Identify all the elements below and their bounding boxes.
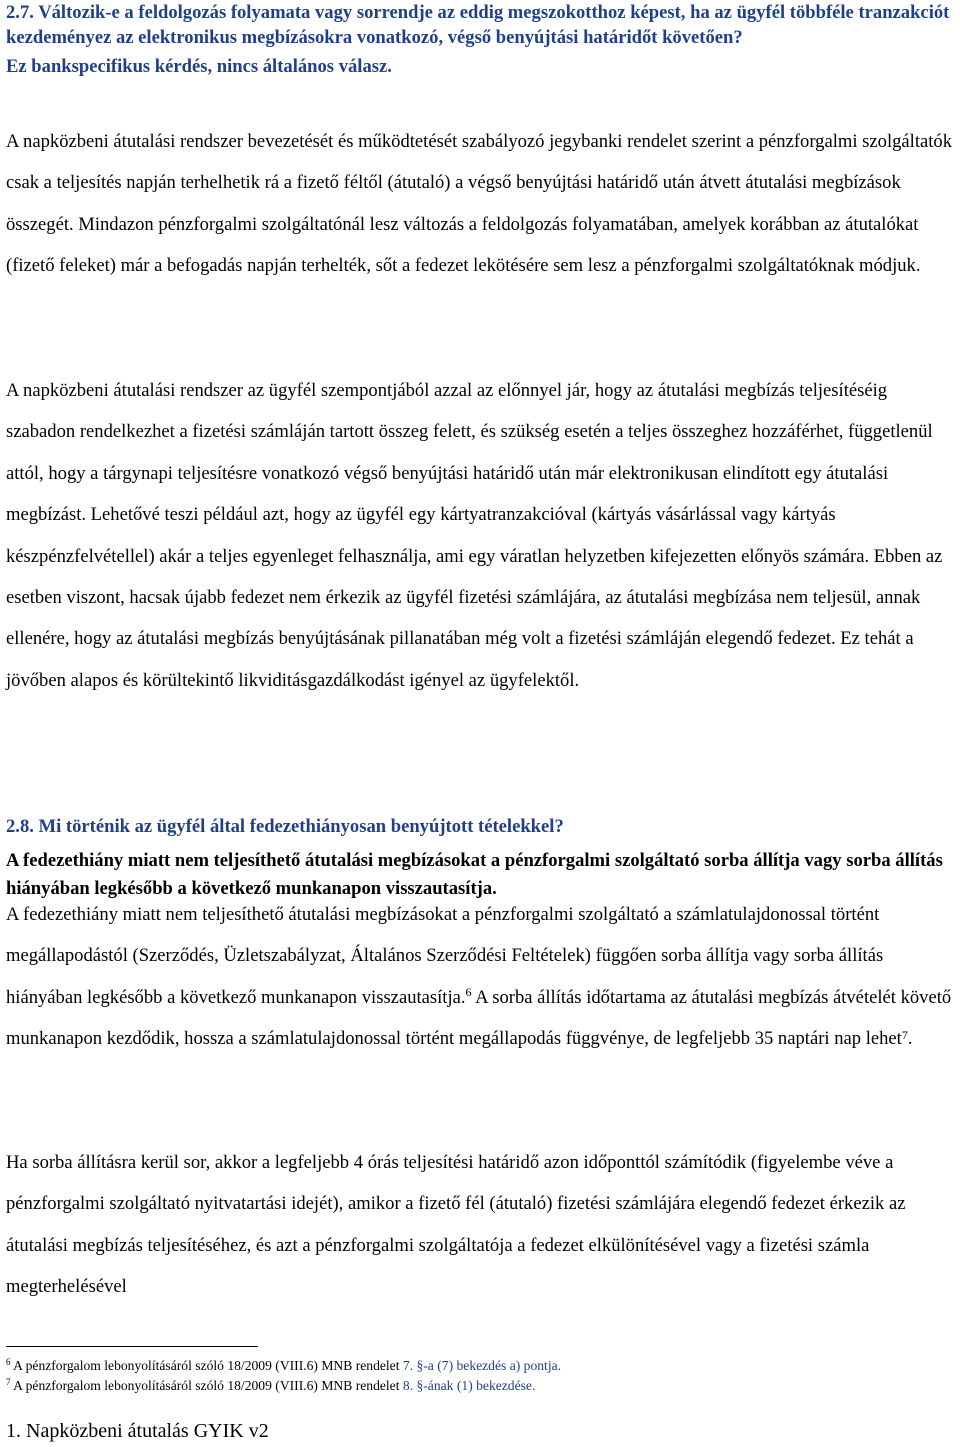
question-heading-2-8 [6,814,956,839]
paragraph [6,894,956,1060]
paragraph-text: A napközbeni átutalási rendszer bevezetését és működtetését szabályozó jegybanki rendelet szerint a pénzforgalmi szolgáltatók csak a teljesítés napján terhelhetik rá a fizető féltől (átutaló) a végső benyújtási határidő után átvett átutalási megbízások összegét. Mindazon pénzforgalmi szolgáltatónál lesz változás a feldolgozás folyamatában, amelyek korábban az átutalókat (fizető feleket) már a befogadás napján terhelték, sőt a fedezet lekötésére sem lesz a pénzforgalmi szolgáltatóknak módjuk. [6,131,953,277]
question-text: Változik-e a feldolgozás folyamata vagy sorrendje az eddig megszokotthoz képest, ha az ügyfél többféle tranzakciót kezdeményez az elektronikus megbízásokra vonatkozó, végső benyújtási határidőt követően? [6,2,950,48]
footnote-mark: 7 [6,1377,11,1387]
footnote [6,1357,561,1374]
paragraph-text: Ha sorba állításra kerül sor, akkor a legfeljebb 4 órás teljesítési határidő azon időponttól számítódik (figyelembe véve a pénzforgalmi szolgáltató nyitvatartási idejét), amikor a fizető fél (átutaló) fizetési számlájára elegendő fedezet érkezik az átutalási megbízás teljesítéséhez, és azt a pénzforgalmi szolgáltatója a fedezet elkülönítésével vagy a fizetési számla megterhelésével [6,1152,906,1298]
paragraph-text: A fedezethiány miatt nem teljesíthető átutalási megbízásokat a pénzforgalmi szolgáltató a számlatulajdonossal történt megállapodástól (Szerződés, Üzletszabályzat, Általános Szerződési Feltételek) függően sorba állítja vagy sorba állítás hiányában legkésőbb a következő munkanapon visszautasítja. [6,904,884,1008]
footnote-reference: 7. §-a (7) bekezdés a) pontja. [402,1358,562,1373]
footnote-text: A pénzforgalom lebonyolításáról szóló 18/2009 (VIII.6) MNB rendelet [13,1358,403,1373]
paragraph-text: A napközbeni átutalási rendszer az ügyfél szempontjából azzal az előnnyel jár, hogy az átutalási megbízás teljesítéséig szabadon rendelkezhet a fizetési számláján tartott összeg felett, és szükség esetén a teljes összeghez hozzáférhet, függetlenül attól, hogy a tárgynapi teljesítésre vonatkozó végső benyújtási határidő után már elektronikusan elindított egy átutalási megbízást. Lehetővé teszi például azt, hogy az ügyfél egy kártyatranzakcióval (kártyás vásárlással vagy kártyás készpénzfelvétellel) akár a teljes egyenleget felhasználja, ami egy váratlan helyzetben kifejezetten előnyös számára. Ebben az esetben viszont, hacsak újabb fedezet nem érkezik az ügyfél fizetési számlájára, az átutalási megbízása nem teljesül, annak ellenére, hogy az átutalási megbízás benyújtásának pillanatában még volt a fizetési számláján elegendő fedezet. Ez tehát a jövőben alapos és körültekintő likviditásgazdálkodást igényel az ügyfelektől. [6,380,943,691]
footnote-ref[interactable]: 6 [465,984,472,999]
footnote-text: A pénzforgalom lebonyolításáról szóló 18/2009 (VIII.6) MNB rendelet [13,1378,403,1393]
footnote-separator [6,1346,258,1347]
question-heading-2-7 [6,0,956,50]
paragraph-text: A sorba állítás időtartama az átutalási megbízás átvételét követő munkanapon kezdődik, hossza a számlatulajdonossal történt megállapodás függvénye, de legfeljebb 35 naptári nap lehet [6,986,952,1050]
bold-answer-text: A fedezethiány miatt nem teljesíthető átutalási megbízásokat a pénzforgalmi szolgáltató sorba állítja vagy sorba állítás hiányában legkésőbb a következő munkanapon visszautasítja. [6,850,943,899]
paragraph [6,1142,956,1308]
footnote [6,1377,535,1394]
question-number: 2.8. [6,816,34,837]
footnote-mark: 6 [6,1357,11,1367]
page-footer: 1. Napközbeni átutalás GYIK v2 [6,1420,269,1442]
section-2-7 [6,0,956,79]
short-answer: Ez bankspecifikus kérdés, nincs általános válasz. [6,56,392,77]
paragraph [6,370,956,701]
footnote-ref[interactable]: 7 [901,1028,908,1043]
paragraph [6,121,956,287]
question-text: Mi történik az ügyfél által fedezethiányosan benyújtott tételekkel? [38,816,564,837]
footnote-reference: 8. §-ának (1) bekezdése. [402,1378,536,1393]
question-number: 2.7. [6,2,34,23]
paragraph-text: . [907,1028,913,1050]
